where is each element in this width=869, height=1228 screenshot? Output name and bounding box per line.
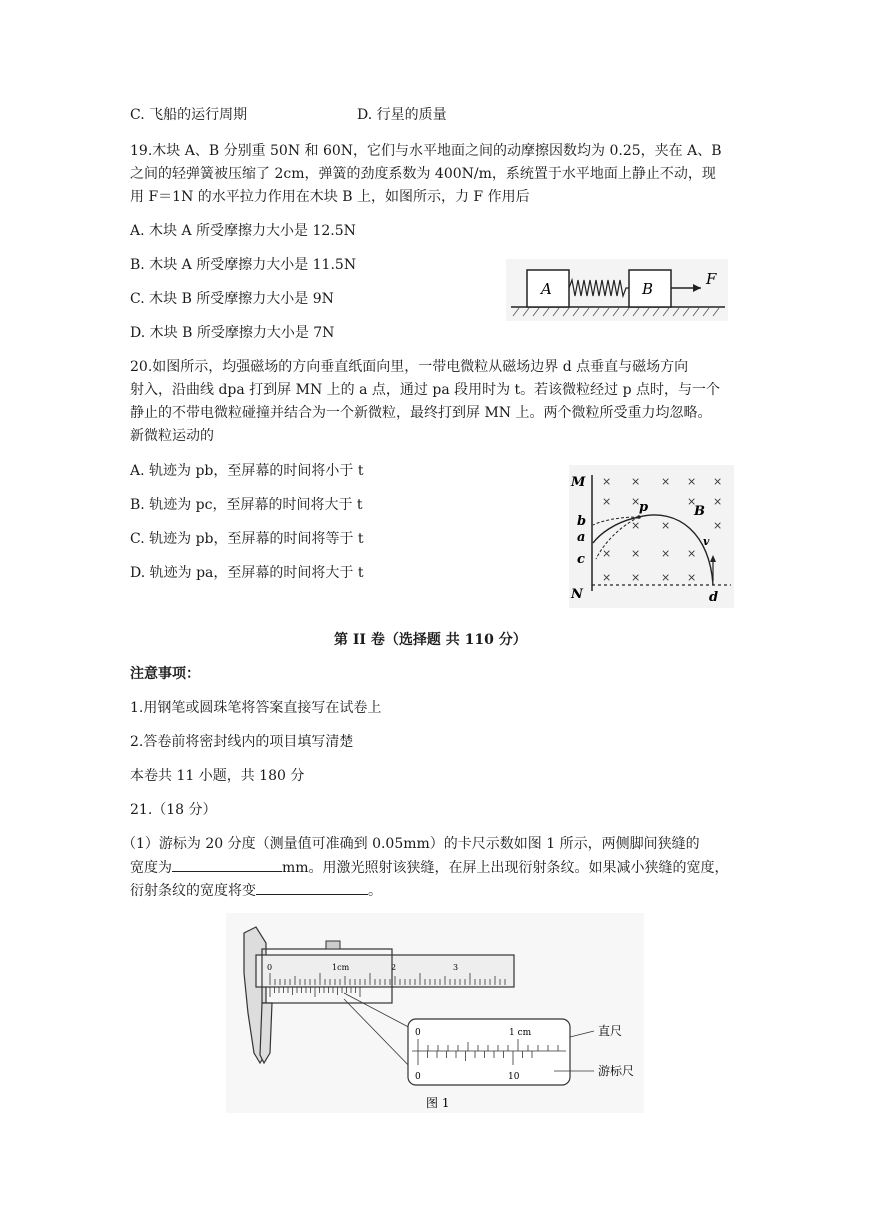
answer-blank-width[interactable] (172, 857, 282, 872)
label-a-point: a (577, 530, 586, 545)
zoom-main-label-1cm: 1 cm (509, 1028, 532, 1038)
zoom-inset (408, 1019, 570, 1085)
svg-text:×: × (602, 475, 612, 488)
part2-summary: 本卷共 11 小题，共 180 分 (130, 768, 305, 784)
svg-text:×: × (713, 475, 723, 488)
label-m: M (571, 475, 586, 490)
svg-text:×: × (602, 495, 612, 508)
label-b-point: b (577, 514, 587, 529)
svg-text:×: × (661, 547, 671, 560)
label-p-point: p (639, 500, 649, 515)
q20-option-c: C. 轨迹为 pb，至屏幕的时间将等于 t (130, 531, 364, 547)
q20-stem-line-4: 新微粒运动的 (130, 428, 214, 444)
force-label: F (706, 270, 717, 288)
q21-line-3 (130, 880, 382, 901)
svg-text:×: × (661, 475, 671, 488)
label-c-point: c (577, 552, 585, 567)
block-a-label: A (541, 280, 552, 298)
caliper-knob[interactable] (326, 941, 340, 949)
main-scale-label-3: 3 (453, 963, 459, 972)
part2-notice-title: 注意事项： (130, 666, 200, 682)
zoom-vernier-label-0: 0 (415, 1072, 421, 1082)
svg-text:×: × (661, 571, 671, 584)
q19-stem-line-2: 之间的轻弹簧被压缩了 2cm，弹簧的劲度系数为 400N/m，系统置于水平地面上静止不动，现 (130, 166, 716, 182)
q19-option-a: A. 木块 A 所受摩擦力大小是 12.5N (130, 223, 356, 239)
label-main-scale: 直尺 (598, 1024, 623, 1038)
q21-line-2 (130, 857, 729, 878)
svg-text:×: × (713, 495, 723, 508)
q19-stem-line-1: 19.木块 A、B 分别重 50N 和 60N，它们与水平地面之间的动摩擦因数均为 0.25，夹在 A、B (130, 143, 722, 159)
part2-title: 第 II 卷（选择题 共 110 分） (334, 632, 527, 648)
svg-text:×: × (687, 475, 697, 488)
vernier-caliper-figure (226, 913, 644, 1113)
block-b-label: B (642, 280, 654, 298)
q20-option-a: A. 轨迹为 pb，至屏幕的时间将小于 t (130, 463, 364, 479)
q19-spring-block-figure (505, 258, 730, 322)
svg-text:×: × (687, 495, 697, 508)
svg-text:×: × (687, 571, 697, 584)
q19-option-d: D. 木块 B 所受摩擦力大小是 7N (130, 325, 335, 341)
answer-blank-fringe[interactable] (256, 880, 368, 895)
q21-header: 21.（18 分） (130, 802, 217, 818)
svg-text:×: × (687, 547, 697, 560)
q20-magnetic-field-figure (569, 465, 734, 608)
q20-stem-line-2: 射入，沿曲线 dpa 打到屏 MN 上的 a 点，通过 pa 段用时为 t。若该微粒经过 p 点时，与一个 (130, 382, 721, 398)
main-scale-label-1cm: 1cm (332, 963, 350, 972)
svg-text:×: × (713, 519, 723, 532)
q19-option-b: B. 木块 A 所受摩擦力大小是 11.5N (130, 257, 357, 273)
q20-stem-line-3: 静止的不带电微粒碰撞并结合为一个新微粒，最终打到屏 MN 上。两个微粒所受重力均忽略。 (130, 405, 712, 421)
part2-notice-item-2: 2.答卷前将密封线内的项目填写清楚 (130, 734, 354, 750)
q18-option-d: D. 行星的质量 (357, 107, 447, 123)
label-v: v (703, 535, 710, 548)
zoom-main-label-0: 0 (415, 1028, 421, 1038)
label-d-point: d (709, 590, 719, 605)
q21-line-3-start: 衍射条纹的宽度将变 (130, 883, 256, 899)
label-n: N (571, 587, 583, 602)
part2-notice-item-1: 1.用钢笔或圆珠笔将答案直接写在试卷上 (130, 700, 382, 716)
svg-text:×: × (631, 475, 641, 488)
svg-text:×: × (631, 571, 641, 584)
q21-line-3-end: 。 (368, 883, 382, 899)
q21-line-2-start: 宽度为 (130, 860, 172, 876)
main-scale-label-0: 0 (267, 963, 273, 972)
q20-option-b: B. 轨迹为 pc，至屏幕的时间将大于 t (130, 497, 363, 513)
main-scale-label-2: 2 (391, 963, 397, 972)
q20-stem-line-1: 20.如图所示，均强磁场的方向垂直纸面向里，一带电微粒从磁场边界 d 点垂直与磁场方向 (130, 359, 689, 375)
q19-stem-line-3: 用 F＝1N 的水平拉力作用在木块 B 上，如图所示，力 F 作用后 (130, 189, 530, 205)
zoom-vernier-label-10: 10 (508, 1072, 520, 1082)
svg-text:×: × (602, 571, 612, 584)
q21-line-2-end: mm。用激光照射该狭缝，在屏上出现衍射条纹。如果减小狭缝的宽度， (282, 860, 729, 876)
svg-text:×: × (631, 495, 641, 508)
svg-text:×: × (631, 519, 641, 532)
svg-text:×: × (602, 547, 612, 560)
label-field-b: B (694, 504, 705, 519)
q21-line-1: （1）游标为 20 分度（测量值可准确到 0.05mm）的卡尺示数如图 1 所示，两侧脚间狭缝的 (122, 836, 700, 852)
svg-text:×: × (631, 547, 641, 560)
q18-option-c: C. 飞船的运行周期 (130, 107, 248, 123)
q19-option-c: C. 木块 B 所受摩擦力大小是 9N (130, 291, 334, 307)
q20-option-d: D. 轨迹为 pa，至屏幕的时间将大于 t (130, 565, 364, 581)
label-vernier-scale: 游标尺 (598, 1064, 635, 1078)
svg-text:×: × (661, 519, 671, 532)
figure-caption: 图 1 (426, 1096, 450, 1110)
